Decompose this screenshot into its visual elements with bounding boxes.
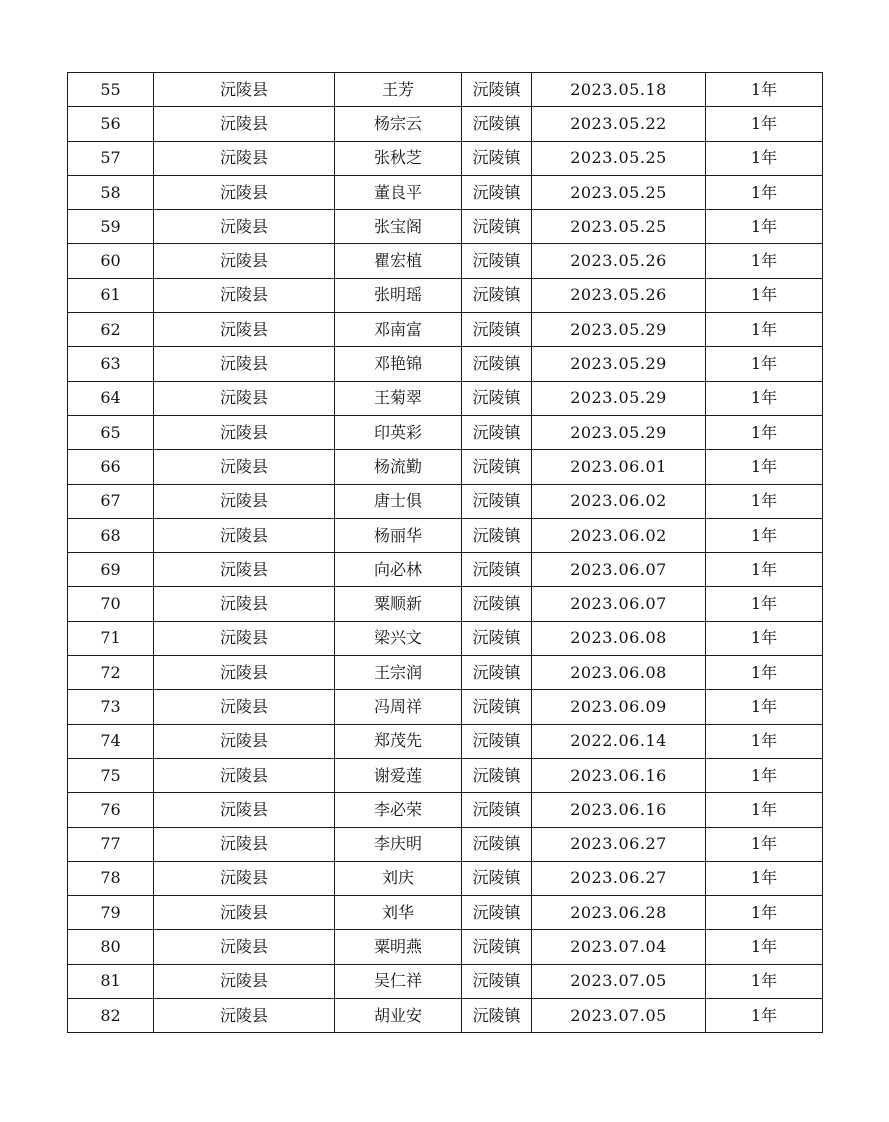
cell-town: 沅陵镇 (462, 758, 532, 792)
cell-term: 1年 (706, 964, 823, 998)
cell-date: 2023.05.29 (532, 313, 706, 347)
cell-term: 1年 (706, 518, 823, 552)
cell-term: 1年 (706, 896, 823, 930)
cell-index: 61 (68, 278, 154, 312)
cell-date: 2023.06.07 (532, 587, 706, 621)
cell-date: 2023.05.29 (532, 347, 706, 381)
cell-index: 70 (68, 587, 154, 621)
cell-index: 58 (68, 175, 154, 209)
table-row (68, 724, 823, 758)
table-row (68, 690, 823, 724)
cell-date: 2023.05.25 (532, 141, 706, 175)
table-row (68, 999, 823, 1033)
cell-name: 李必荣 (335, 793, 462, 827)
records-table (67, 72, 823, 1033)
cell-date: 2023.05.25 (532, 210, 706, 244)
cell-index: 78 (68, 861, 154, 895)
cell-county: 沅陵县 (154, 450, 335, 484)
cell-date: 2022.06.14 (532, 724, 706, 758)
cell-term: 1年 (706, 141, 823, 175)
table-row (68, 347, 823, 381)
cell-name: 王芳 (335, 73, 462, 107)
table-row (68, 175, 823, 209)
cell-town: 沅陵镇 (462, 107, 532, 141)
cell-date: 2023.07.05 (532, 964, 706, 998)
cell-town: 沅陵镇 (462, 690, 532, 724)
table-row (68, 484, 823, 518)
table-row (68, 73, 823, 107)
cell-town: 沅陵镇 (462, 415, 532, 449)
cell-town: 沅陵镇 (462, 724, 532, 758)
cell-name: 胡业安 (335, 999, 462, 1033)
cell-term: 1年 (706, 621, 823, 655)
cell-town: 沅陵镇 (462, 896, 532, 930)
cell-date: 2023.06.27 (532, 861, 706, 895)
cell-town: 沅陵镇 (462, 861, 532, 895)
cell-date: 2023.06.01 (532, 450, 706, 484)
cell-county: 沅陵县 (154, 244, 335, 278)
cell-index: 76 (68, 793, 154, 827)
cell-county: 沅陵县 (154, 930, 335, 964)
table-row (68, 210, 823, 244)
cell-index: 65 (68, 415, 154, 449)
cell-county: 沅陵县 (154, 175, 335, 209)
cell-county: 沅陵县 (154, 587, 335, 621)
cell-index: 67 (68, 484, 154, 518)
cell-term: 1年 (706, 484, 823, 518)
cell-index: 66 (68, 450, 154, 484)
cell-town: 沅陵镇 (462, 278, 532, 312)
table-row (68, 553, 823, 587)
cell-term: 1年 (706, 861, 823, 895)
cell-term: 1年 (706, 690, 823, 724)
cell-date: 2023.06.08 (532, 621, 706, 655)
cell-date: 2023.05.26 (532, 244, 706, 278)
cell-town: 沅陵镇 (462, 73, 532, 107)
cell-index: 74 (68, 724, 154, 758)
cell-county: 沅陵县 (154, 896, 335, 930)
cell-date: 2023.06.27 (532, 827, 706, 861)
cell-county: 沅陵县 (154, 964, 335, 998)
cell-term: 1年 (706, 210, 823, 244)
cell-town: 沅陵镇 (462, 999, 532, 1033)
cell-town: 沅陵镇 (462, 827, 532, 861)
cell-name: 刘华 (335, 896, 462, 930)
cell-date: 2023.06.28 (532, 896, 706, 930)
cell-name: 邓南富 (335, 313, 462, 347)
cell-town: 沅陵镇 (462, 587, 532, 621)
cell-town: 沅陵镇 (462, 518, 532, 552)
cell-index: 71 (68, 621, 154, 655)
cell-term: 1年 (706, 930, 823, 964)
cell-county: 沅陵县 (154, 656, 335, 690)
cell-name: 张秋芝 (335, 141, 462, 175)
cell-name: 张宝阁 (335, 210, 462, 244)
table-row (68, 278, 823, 312)
cell-index: 82 (68, 999, 154, 1033)
cell-term: 1年 (706, 175, 823, 209)
cell-date: 2023.06.16 (532, 758, 706, 792)
cell-index: 75 (68, 758, 154, 792)
cell-county: 沅陵县 (154, 107, 335, 141)
cell-county: 沅陵县 (154, 861, 335, 895)
cell-name: 粟顺新 (335, 587, 462, 621)
cell-index: 77 (68, 827, 154, 861)
table-row (68, 827, 823, 861)
cell-name: 邓艳锦 (335, 347, 462, 381)
cell-county: 沅陵县 (154, 758, 335, 792)
cell-term: 1年 (706, 827, 823, 861)
cell-town: 沅陵镇 (462, 484, 532, 518)
cell-county: 沅陵县 (154, 278, 335, 312)
cell-county: 沅陵县 (154, 827, 335, 861)
cell-county: 沅陵县 (154, 553, 335, 587)
cell-name: 董良平 (335, 175, 462, 209)
cell-name: 刘庆 (335, 861, 462, 895)
cell-term: 1年 (706, 793, 823, 827)
cell-name: 杨宗云 (335, 107, 462, 141)
cell-index: 72 (68, 656, 154, 690)
cell-term: 1年 (706, 553, 823, 587)
cell-term: 1年 (706, 724, 823, 758)
cell-date: 2023.05.29 (532, 381, 706, 415)
cell-name: 瞿宏植 (335, 244, 462, 278)
cell-index: 62 (68, 313, 154, 347)
cell-term: 1年 (706, 656, 823, 690)
cell-name: 梁兴文 (335, 621, 462, 655)
cell-county: 沅陵县 (154, 793, 335, 827)
cell-county: 沅陵县 (154, 518, 335, 552)
table-row (68, 896, 823, 930)
cell-town: 沅陵镇 (462, 793, 532, 827)
cell-index: 79 (68, 896, 154, 930)
cell-name: 向必林 (335, 553, 462, 587)
cell-town: 沅陵镇 (462, 381, 532, 415)
table-row (68, 930, 823, 964)
cell-term: 1年 (706, 278, 823, 312)
table-row (68, 656, 823, 690)
table-row (68, 141, 823, 175)
cell-county: 沅陵县 (154, 484, 335, 518)
cell-term: 1年 (706, 107, 823, 141)
cell-index: 80 (68, 930, 154, 964)
cell-term: 1年 (706, 381, 823, 415)
cell-town: 沅陵镇 (462, 930, 532, 964)
cell-name: 李庆明 (335, 827, 462, 861)
table-row (68, 621, 823, 655)
table-row (68, 415, 823, 449)
cell-county: 沅陵县 (154, 381, 335, 415)
cell-county: 沅陵县 (154, 73, 335, 107)
cell-name: 王菊翠 (335, 381, 462, 415)
cell-index: 60 (68, 244, 154, 278)
cell-date: 2023.05.22 (532, 107, 706, 141)
table-row (68, 313, 823, 347)
cell-date: 2023.07.04 (532, 930, 706, 964)
cell-county: 沅陵县 (154, 690, 335, 724)
cell-town: 沅陵镇 (462, 656, 532, 690)
table-row (68, 964, 823, 998)
cell-name: 郑茂先 (335, 724, 462, 758)
cell-county: 沅陵县 (154, 999, 335, 1033)
cell-date: 2023.05.18 (532, 73, 706, 107)
cell-town: 沅陵镇 (462, 313, 532, 347)
table-row (68, 381, 823, 415)
records-table-body (68, 73, 823, 1033)
cell-town: 沅陵镇 (462, 621, 532, 655)
cell-index: 59 (68, 210, 154, 244)
cell-index: 73 (68, 690, 154, 724)
cell-term: 1年 (706, 758, 823, 792)
document-table-container (67, 72, 823, 1033)
cell-county: 沅陵县 (154, 141, 335, 175)
cell-date: 2023.06.02 (532, 484, 706, 518)
cell-index: 64 (68, 381, 154, 415)
cell-name: 冯周祥 (335, 690, 462, 724)
cell-name: 粟明燕 (335, 930, 462, 964)
cell-term: 1年 (706, 347, 823, 381)
cell-town: 沅陵镇 (462, 175, 532, 209)
cell-term: 1年 (706, 415, 823, 449)
table-row (68, 861, 823, 895)
cell-town: 沅陵镇 (462, 450, 532, 484)
cell-name: 杨流勤 (335, 450, 462, 484)
cell-county: 沅陵县 (154, 347, 335, 381)
cell-town: 沅陵镇 (462, 964, 532, 998)
table-row (68, 244, 823, 278)
cell-town: 沅陵镇 (462, 210, 532, 244)
cell-county: 沅陵县 (154, 724, 335, 758)
cell-town: 沅陵镇 (462, 141, 532, 175)
cell-term: 1年 (706, 450, 823, 484)
cell-index: 55 (68, 73, 154, 107)
cell-date: 2023.05.29 (532, 415, 706, 449)
cell-name: 印英彩 (335, 415, 462, 449)
cell-term: 1年 (706, 73, 823, 107)
cell-date: 2023.06.07 (532, 553, 706, 587)
cell-date: 2023.06.02 (532, 518, 706, 552)
cell-date: 2023.05.26 (532, 278, 706, 312)
table-row (68, 107, 823, 141)
table-row (68, 758, 823, 792)
table-row (68, 793, 823, 827)
cell-term: 1年 (706, 313, 823, 347)
cell-county: 沅陵县 (154, 621, 335, 655)
cell-name: 谢爱莲 (335, 758, 462, 792)
table-row (68, 518, 823, 552)
cell-name: 王宗润 (335, 656, 462, 690)
cell-index: 63 (68, 347, 154, 381)
cell-date: 2023.06.08 (532, 656, 706, 690)
cell-term: 1年 (706, 587, 823, 621)
cell-county: 沅陵县 (154, 313, 335, 347)
cell-date: 2023.07.05 (532, 999, 706, 1033)
cell-term: 1年 (706, 244, 823, 278)
cell-index: 57 (68, 141, 154, 175)
cell-town: 沅陵镇 (462, 244, 532, 278)
cell-county: 沅陵县 (154, 415, 335, 449)
cell-county: 沅陵县 (154, 210, 335, 244)
cell-index: 56 (68, 107, 154, 141)
table-row (68, 450, 823, 484)
cell-date: 2023.06.16 (532, 793, 706, 827)
cell-name: 张明瑶 (335, 278, 462, 312)
cell-name: 吴仁祥 (335, 964, 462, 998)
cell-name: 杨丽华 (335, 518, 462, 552)
cell-term: 1年 (706, 999, 823, 1033)
cell-index: 68 (68, 518, 154, 552)
table-row (68, 587, 823, 621)
cell-town: 沅陵镇 (462, 553, 532, 587)
cell-name: 唐士俱 (335, 484, 462, 518)
cell-date: 2023.06.09 (532, 690, 706, 724)
cell-index: 69 (68, 553, 154, 587)
cell-town: 沅陵镇 (462, 347, 532, 381)
cell-date: 2023.05.25 (532, 175, 706, 209)
cell-index: 81 (68, 964, 154, 998)
